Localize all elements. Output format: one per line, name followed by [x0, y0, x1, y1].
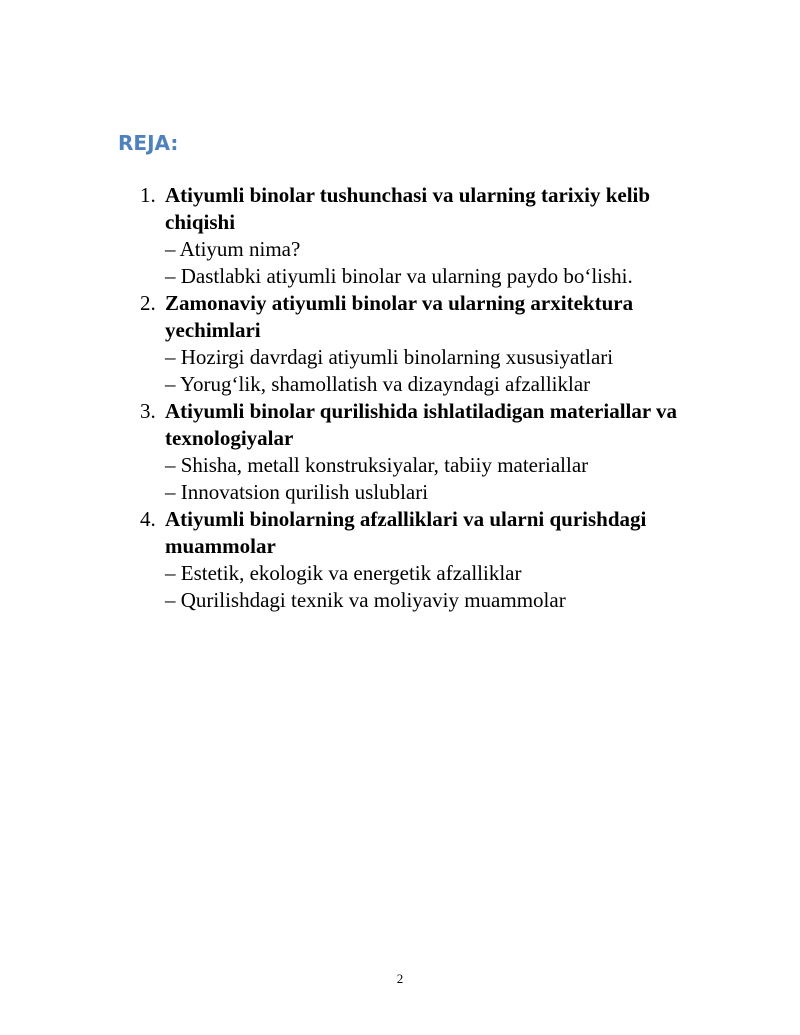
sub-item: – Innovatsion qurilish uslublari: [165, 480, 429, 504]
sub-item: – Hozirgi davrdagi atiyumli binolarning xususiyatlari: [165, 345, 614, 369]
sub-item: – Qurilishdagi texnik va moliyaviy muammolar: [165, 588, 566, 612]
item-number: 3.: [140, 399, 156, 423]
item-title: Atiyumli binolar tushunchasi va ularning tarixiy kelib chiqishi: [165, 183, 651, 234]
sub-item: – Atiyum nima?: [165, 237, 301, 261]
plan-item-2: [140, 290, 700, 398]
item-title: Zamonaviy atiyumli binolar va ularning arxitektura yechimlari: [165, 291, 634, 342]
item-number: 4.: [140, 507, 156, 531]
page-number: 2: [396, 971, 404, 986]
item-title: Atiyumli binolar qurilishida ishlatiladigan materiallar va texnologiyalar: [165, 399, 678, 450]
sub-item: – Shisha, metall konstruksiyalar, tabiiy materiallar: [165, 453, 589, 477]
sub-item: – Yorug‘lik, shamollatish va dizayndagi afzalliklar: [165, 372, 591, 396]
sub-item: – Estetik, ekologik va energetik afzalliklar: [165, 561, 522, 585]
item-number: 1.: [140, 183, 156, 207]
plan-list: [140, 182, 700, 614]
plan-item-1: [140, 182, 700, 290]
item-title: Atiyumli binolarning afzalliklari va ularni qurishdagi muammolar: [165, 507, 647, 558]
page-title: REJA:: [118, 131, 179, 155]
plan-item-3: [140, 398, 700, 506]
sub-item: – Dastlabki atiyumli binolar va ularning paydo bo‘lishi.: [165, 264, 633, 288]
plan-item-4: [140, 506, 700, 614]
item-number: 2.: [140, 291, 156, 315]
